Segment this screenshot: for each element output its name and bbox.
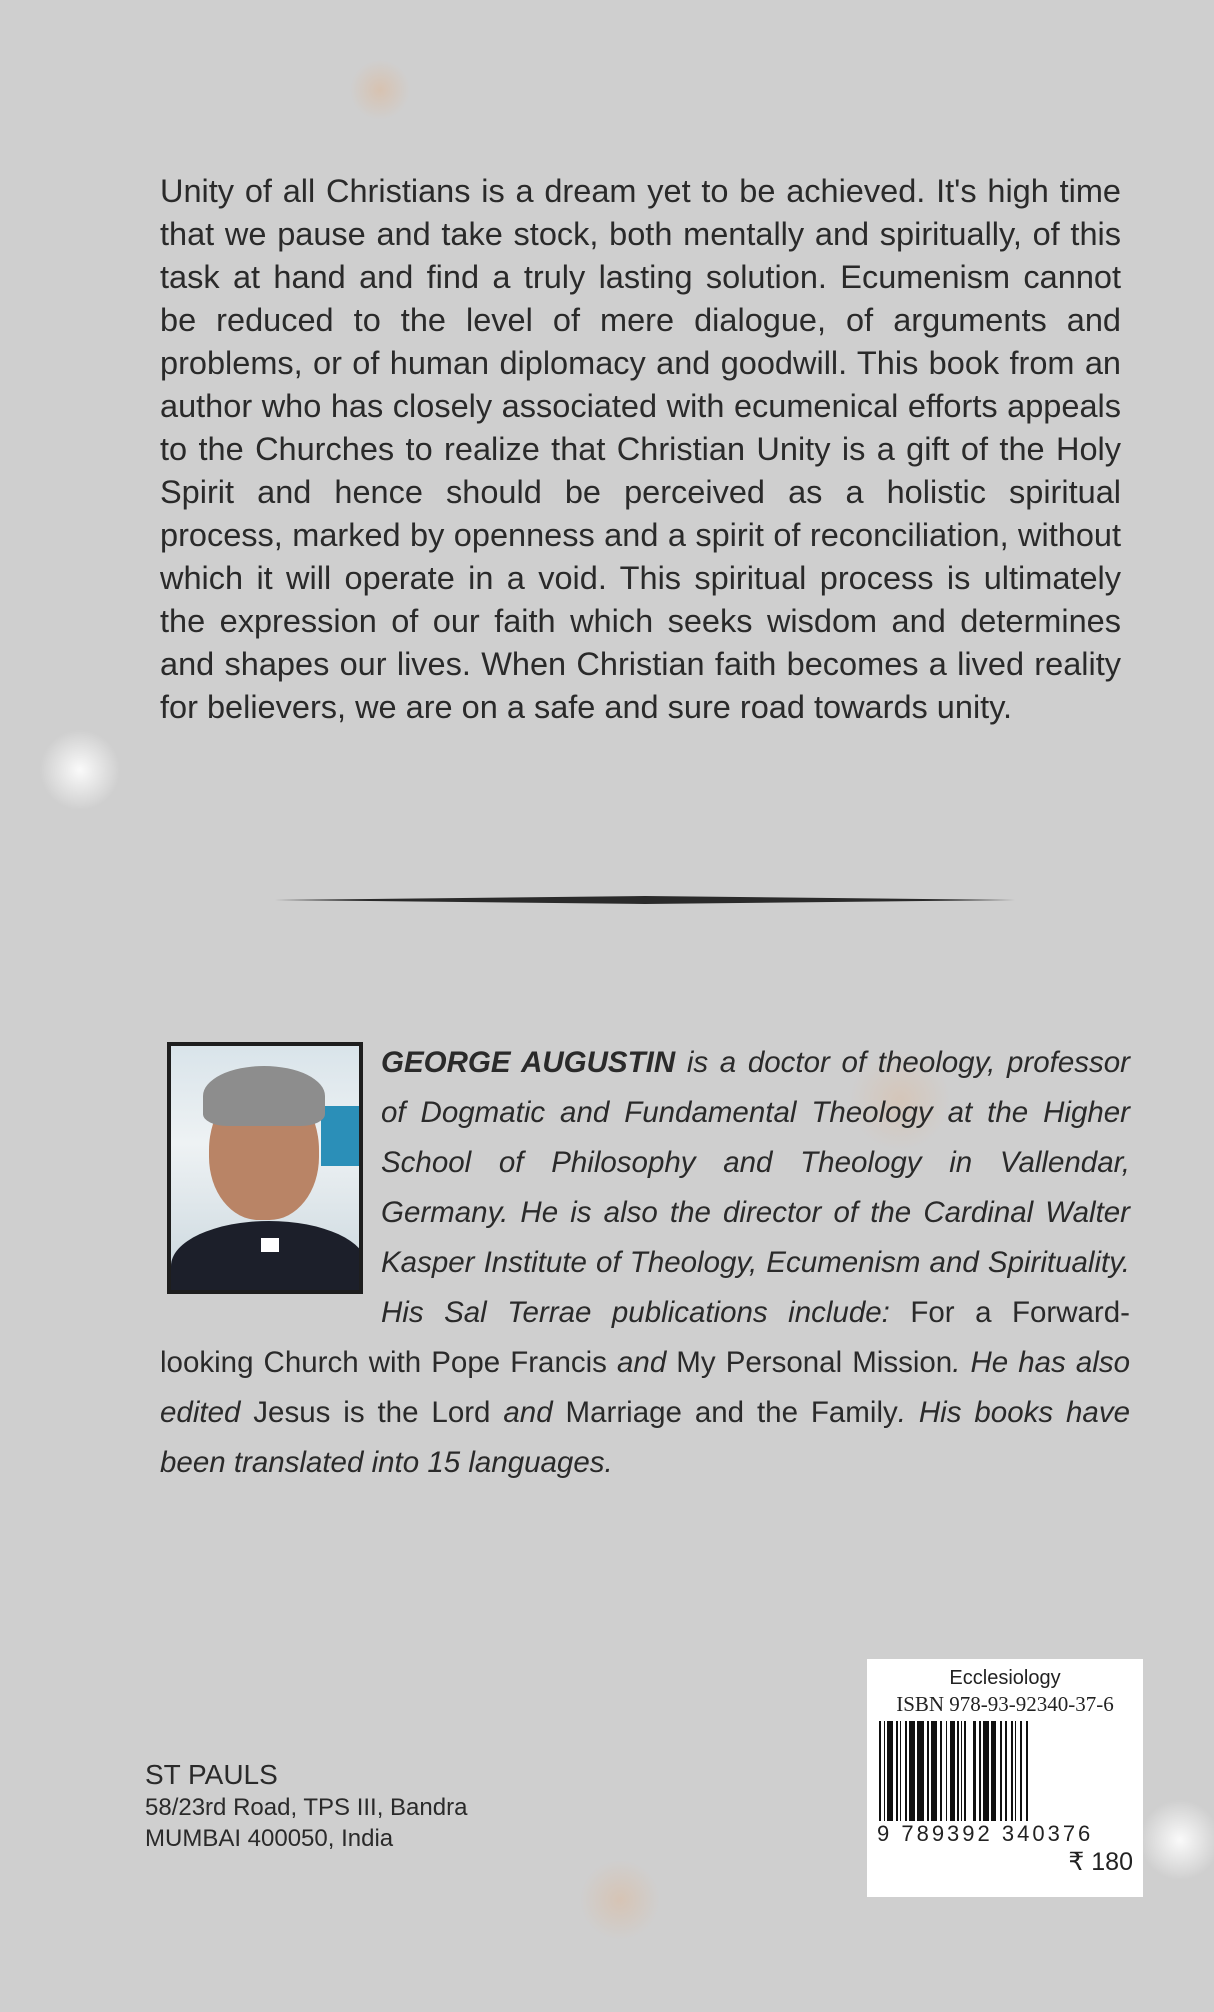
barcode-stripe: [1026, 1721, 1028, 1821]
publisher-city: MUMBAI 400050, India: [145, 1825, 394, 1852]
category-label: Ecclesiology: [949, 1667, 1061, 1689]
bio-text: . His books have been translated into 15 languages.: [160, 1396, 1130, 1479]
publisher-info: [145, 1758, 467, 1854]
divider: [275, 896, 1015, 904]
publisher-address: 58/23rd Road, TPS III, Bandra: [145, 1794, 468, 1821]
barcode-stripe: [966, 1721, 973, 1821]
bio-text: . He has also edited: [160, 1346, 1130, 1429]
barcode-digits: 9 789392 340376: [877, 1821, 1094, 1846]
book-title: For a Forward-looking Church with Pope Francis: [160, 1296, 1130, 1379]
barcode-box: [867, 1659, 1143, 1897]
price-label: ₹ 180: [1068, 1848, 1133, 1876]
publisher-name: ST PAULS: [145, 1759, 278, 1790]
bio-text: and: [490, 1396, 566, 1429]
back-cover-blurb: Unity of all Christians is a dream yet to be achieved. It's high time that we pause and take stock, both mentally and spiritually, of this task at hand and find a truly lasting solution. Ecumenism cannot be reduced to the level of mere dialogue, of arguments and problems, or of human diplomacy and goodwill. This book from an author who has closely associated with ecumenical efforts appeals to the Churches to realize that Christian Unity is a gift of the Holy Spirit and hence should be perceived as a holistic spiritual process, marked by openness and a spirit of reconciliation, without which it will operate in a void. This spiritual process is ultimately the expression of our faith which seeks wisdom and determines and shapes our lives. When Christian faith becomes a lived reality for believers, we are on a safe and sure road towards unity.: [160, 173, 1121, 725]
book-title: Jesus is the Lord: [253, 1396, 491, 1429]
isbn-label: ISBN 978-93-92340-37-6: [896, 1692, 1114, 1716]
barcode-stripe: [917, 1721, 924, 1821]
author-bio: [160, 1038, 1130, 1488]
author-name: GEORGE AUGUSTIN: [381, 1046, 676, 1079]
author-photo: [167, 1042, 363, 1294]
book-title: My Personal Mission: [676, 1346, 953, 1379]
book-title: Marriage and the Family: [565, 1396, 898, 1429]
bio-text: and: [606, 1346, 677, 1379]
barcode-icon: [879, 1721, 1131, 1821]
bio-text: is a doctor of theology, professor of Dogmatic and Fundamental Theology at the Higher School of Philosophy and Theology in Vallendar, Germany. He is also the director of the Cardinal Walter Kasper Institute of Theology, Ecumenism and Spirituality. His Sal Terrae publications include:: [381, 1046, 1130, 1329]
